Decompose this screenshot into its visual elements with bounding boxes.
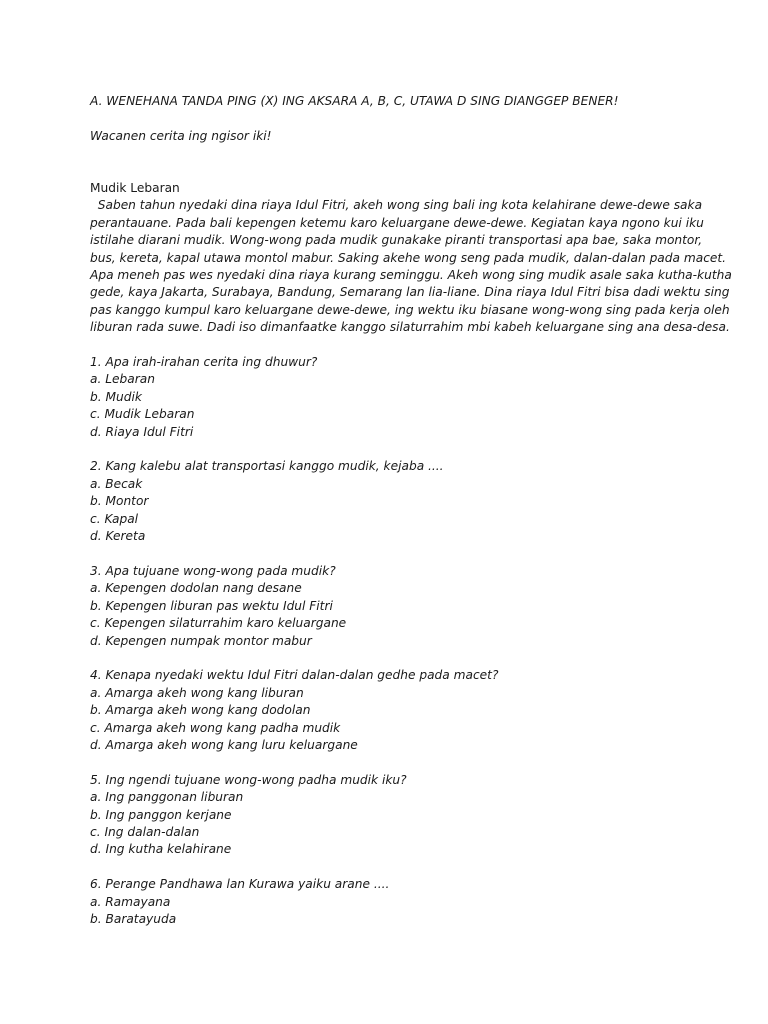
answer-option-a: a. Amarga akeh wong kang liburan <box>90 685 304 700</box>
answer-option-b: b. Ing panggon kerjane <box>90 807 232 822</box>
story-line: liburan rada suwe. Dadi iso dimanfaatke kanggo silaturrahim mbi kabeh keluargane sing ana desa-desa. <box>90 320 730 335</box>
story-line: istilahe diarani mudik. Wong-wong pada mudik gunakake piranti transportasi apa bae, saka montor, <box>90 233 703 248</box>
question-6 <box>90 876 690 928</box>
question-2 <box>90 458 690 545</box>
answer-option-b: b. Montor <box>90 494 149 509</box>
story-line: pas kanggo kumpul karo keluargane dewe-dewe, ing wektu iku biasane wong-wong sing pada kerja oleh <box>90 302 730 317</box>
story-body <box>90 197 732 336</box>
answer-option-b: b. Mudik <box>90 389 142 404</box>
question-4 <box>90 667 690 754</box>
instruction-heading: A. WENEHANA TANDA PING (X) ING AKSARA A, B, C, UTAWA D SING DIANGGEP BENER! <box>90 94 619 108</box>
answer-option-c: c. Mudik Lebaran <box>90 407 195 422</box>
question-1 <box>90 354 690 441</box>
story-line: perantauane. Pada bali kepengen ketemu karo keluargane dewe-dewe. Kegiatan kaya ngono kui iku <box>90 215 704 230</box>
story-line: gede, kaya Jakarta, Surabaya, Bandung, Semarang lan lia-liane. Dina riaya Idul Fitri bisa dadi wektu sing <box>90 285 730 300</box>
answer-option-c: c. Kapal <box>90 511 139 526</box>
answer-option-d: d. Amarga akeh wong kang luru keluargane <box>90 737 358 752</box>
story-line: Saben tahun nyedaki dina riaya Idul Fitri, akeh wong sing bali ing kota kelahirane dewe-dewe saka <box>90 198 703 213</box>
question-text: 5. Ing ngendi tujuane wong-wong padha mudik iku? <box>90 772 407 787</box>
answer-option-b: b. Amarga akeh wong kang dodolan <box>90 703 311 718</box>
story-line: bus, kereta, kapal utawa montol mabur. Saking akehe wong seng pada mudik, dalan-dalan pada macet. <box>90 250 727 265</box>
document-page <box>90 93 732 928</box>
read-prompt: Wacanen cerita ing ngisor iki! <box>90 128 272 143</box>
question-text: 6. Perange Pandhawa lan Kurawa yaiku arane .... <box>90 877 390 892</box>
answer-option-a: a. Ramayana <box>90 894 171 909</box>
answer-option-b: b. Baratayuda <box>90 911 177 926</box>
story-title: Mudik Lebaran <box>90 181 180 195</box>
question-3 <box>90 563 690 650</box>
question-text: 1. Apa irah-irahan cerita ing dhuwur? <box>90 355 318 370</box>
answer-option-d: d. Kepengen numpak montor mabur <box>90 633 312 648</box>
answer-option-c: c. Amarga akeh wong kang padha mudik <box>90 720 341 735</box>
answer-option-a: a. Lebaran <box>90 372 155 387</box>
answer-option-c: c. Kepengen silaturrahim karo keluargane <box>90 616 347 631</box>
answer-option-a: a. Kepengen dodolan nang desane <box>90 581 302 596</box>
question-text: 4. Kenapa nyedaki wektu Idul Fitri dalan-dalan gedhe pada macet? <box>90 668 499 683</box>
answer-option-a: a. Ing panggonan liburan <box>90 790 244 805</box>
answer-option-b: b. Kepengen liburan pas wektu Idul Fitri <box>90 598 333 613</box>
question-text: 2. Kang kalebu alat transportasi kanggo mudik, kejaba .... <box>90 459 444 474</box>
answer-option-c: c. Ing dalan-dalan <box>90 824 200 839</box>
question-5 <box>90 772 690 859</box>
answer-option-d: d. Riaya Idul Fitri <box>90 424 194 439</box>
story-line: Apa meneh pas wes nyedaki dina riaya kurang seminggu. Akeh wong sing mudik asale saka kutha-kutha <box>90 268 732 283</box>
question-text: 3. Apa tujuane wong-wong pada mudik? <box>90 563 336 578</box>
answer-option-d: d. Kereta <box>90 529 146 544</box>
answer-option-d: d. Ing kutha kelahirane <box>90 842 232 857</box>
answer-option-a: a. Becak <box>90 476 143 491</box>
